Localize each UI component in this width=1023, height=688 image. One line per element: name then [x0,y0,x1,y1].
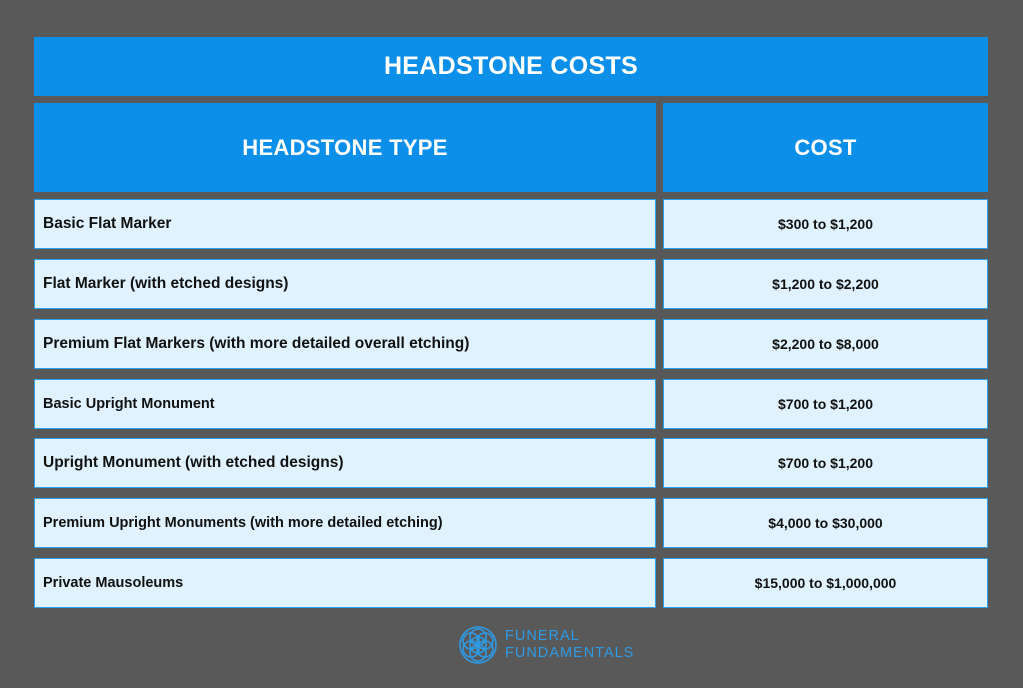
logo-line-2: FUNDAMENTALS [505,645,635,661]
funeral-fundamentals-logo [458,624,634,666]
row-type-cell: Flat Marker (with etched designs) [34,259,656,309]
column-header-cost: COST [663,103,988,192]
row-type-cell: Private Mausoleums [34,558,656,608]
row-cost-cell: $700 to $1,200 [663,379,988,429]
row-cost-cell: $1,200 to $2,200 [663,259,988,309]
row-type-cell: Premium Upright Monuments (with more detailed etching) [34,498,656,548]
row-type-cell: Basic Flat Marker [34,199,656,249]
row-cost-cell: $4,000 to $30,000 [663,498,988,548]
row-cost-cell: $300 to $1,200 [663,199,988,249]
row-type-cell: Basic Upright Monument [34,379,656,429]
column-header-type: HEADSTONE TYPE [34,103,656,192]
table-title: HEADSTONE COSTS [34,37,988,96]
row-type-cell: Premium Flat Markers (with more detailed overall etching) [34,319,656,369]
row-cost-cell: $700 to $1,200 [663,438,988,488]
logo-line-1: FUNERAL [505,628,580,644]
row-cost-cell: $2,200 to $8,000 [663,319,988,369]
row-type-cell: Upright Monument (with etched designs) [34,438,656,488]
row-cost-cell: $15,000 to $1,000,000 [663,558,988,608]
flower-of-life-icon [458,625,498,665]
